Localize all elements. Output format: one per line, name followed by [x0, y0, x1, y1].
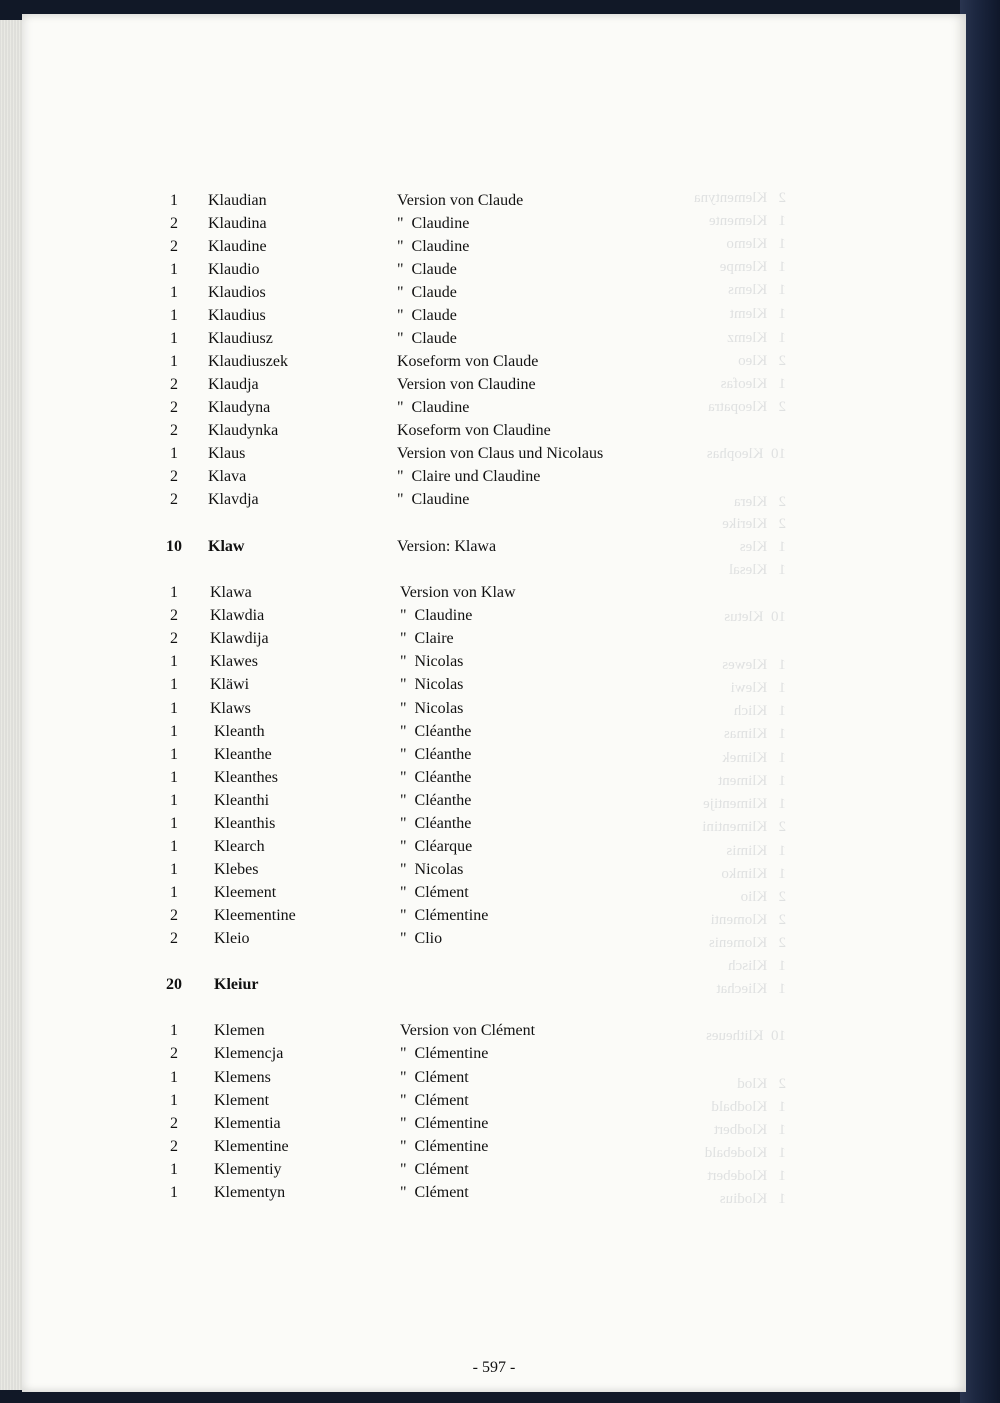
- entry-count: 1: [170, 792, 178, 809]
- entry-name: Klearch: [214, 838, 265, 855]
- entry-name: Klawdia: [210, 607, 265, 624]
- entry-count: 2: [170, 376, 178, 393]
- page-number: - 597 -: [472, 1359, 516, 1376]
- entry-description: " Clément: [400, 884, 469, 901]
- entry-name: Kleanthi: [214, 792, 270, 809]
- list-item: [22, 281, 966, 304]
- entry-count: 1: [170, 676, 178, 693]
- entry-description: " Claudine: [397, 238, 470, 255]
- entry-count: 2: [170, 399, 178, 416]
- entry-description: " Claude: [397, 330, 457, 347]
- entry-name: Kleanthes: [214, 769, 278, 786]
- entry-name: Kleiur: [214, 976, 259, 993]
- entry-description: " Claudine: [397, 491, 470, 508]
- book-cover-edge: [960, 0, 1000, 1403]
- entry-name: Klaudja: [208, 376, 259, 393]
- list-item: [22, 904, 966, 927]
- entry-name: Klaudiusz: [208, 330, 273, 347]
- entry-count: 1: [170, 700, 178, 717]
- entry-count: 1: [170, 769, 178, 786]
- book-page: [22, 14, 966, 1392]
- entry-description: " Cléanthe: [400, 746, 472, 763]
- page-stack-edge: [0, 20, 24, 1390]
- entry-name: Kleanthe: [214, 746, 272, 763]
- entry-name: Kleio: [214, 930, 250, 947]
- entry-count: 1: [170, 1092, 178, 1109]
- entry-description: " Clémentine: [400, 1138, 489, 1155]
- entry-description: " Clémentine: [400, 1115, 489, 1132]
- entry-name: Kleanth: [214, 723, 265, 740]
- entry-name: Klaudina: [208, 215, 267, 232]
- list-item: [22, 1158, 966, 1181]
- list-item: [22, 465, 966, 488]
- entry-description: " Claude: [397, 307, 457, 324]
- entry-count: 1: [170, 353, 178, 370]
- list-item: [22, 419, 966, 442]
- list-item: [22, 650, 966, 673]
- entry-description: " Claude: [397, 284, 457, 301]
- entry-description: " Claudine: [397, 399, 470, 416]
- entry-count: 2: [170, 630, 178, 647]
- entry-name: Klementine: [214, 1138, 289, 1155]
- list-item: [22, 327, 966, 350]
- list-item: [22, 604, 966, 627]
- entry-description: Koseform von Claude: [397, 353, 539, 370]
- list-item: [22, 258, 966, 281]
- list-item: [22, 697, 966, 720]
- entry-count: 1: [170, 445, 178, 462]
- entry-description: " Clément: [400, 1092, 469, 1109]
- entry-description: Version von Klaw: [400, 584, 516, 601]
- list-item: [22, 350, 966, 373]
- list-item: [22, 1181, 966, 1204]
- entry-name: Klaws: [210, 700, 251, 717]
- list-item: [22, 304, 966, 327]
- list-item: [22, 720, 966, 743]
- entry-name: Klementiy: [214, 1161, 282, 1178]
- entry-description: " Clément: [400, 1161, 469, 1178]
- entry-name: Klaus: [208, 445, 246, 462]
- entry-name: Kleanthis: [214, 815, 276, 832]
- entry-description: " Claude: [397, 261, 457, 278]
- list-item: [22, 581, 966, 604]
- entry-name: Klement: [214, 1092, 270, 1109]
- entry-count: 1: [170, 723, 178, 740]
- entry-description: " Nicolas: [400, 861, 464, 878]
- entry-description: Version von Claudine: [397, 376, 536, 393]
- entry-description: " Nicolas: [400, 676, 464, 693]
- entry-name: Klementia: [214, 1115, 281, 1132]
- entry-description: Version von Claude: [397, 192, 524, 209]
- entry-description: " Cléanthe: [400, 723, 472, 740]
- list-item: [22, 766, 966, 789]
- entry-name: Klava: [208, 468, 247, 485]
- entry-count: 2: [170, 1115, 178, 1132]
- entry-name: Klementyn: [214, 1184, 286, 1201]
- entry-count: 1: [170, 1184, 178, 1201]
- entry-name: Klaudios: [208, 284, 266, 301]
- entry-name: Klavdja: [208, 491, 259, 508]
- list-item: [22, 212, 966, 235]
- entry-name: Klaudynka: [208, 422, 279, 439]
- list-item: [22, 535, 966, 558]
- entry-count: 1: [170, 884, 178, 901]
- entry-name: Klebes: [214, 861, 259, 878]
- list-item: [22, 835, 966, 858]
- entry-count: 10: [166, 538, 182, 555]
- entry-description: Version von Claus und Nicolaus: [397, 445, 604, 462]
- entry-description: " Claudine: [400, 607, 473, 624]
- list-item: [22, 789, 966, 812]
- entry-description: " Cléanthe: [400, 792, 472, 809]
- entry-count: 1: [170, 838, 178, 855]
- list-item: [22, 627, 966, 650]
- entry-description: " Cléarque: [400, 838, 473, 855]
- entry-name: Kläwi: [210, 676, 250, 693]
- entry-count: 1: [170, 1161, 178, 1178]
- entry-count: 2: [170, 607, 178, 624]
- entry-count: 1: [170, 746, 178, 763]
- list-item: [22, 743, 966, 766]
- entry-description: " Nicolas: [400, 700, 464, 717]
- list-item: [22, 396, 966, 419]
- list-item: [22, 1042, 966, 1065]
- entry-description: Koseform von Claudine: [397, 422, 551, 439]
- entry-count: 1: [170, 584, 178, 601]
- entry-count: 2: [170, 468, 178, 485]
- entry-count: 1: [170, 192, 178, 209]
- list-item: [22, 673, 966, 696]
- entry-count: 2: [170, 930, 178, 947]
- entry-count: 1: [170, 653, 178, 670]
- entry-name: Klaudian: [208, 192, 267, 209]
- list-item: [22, 189, 966, 212]
- entry-name: Klawdija: [210, 630, 269, 647]
- list-item: [22, 1066, 966, 1089]
- entry-description: " Clémentine: [400, 1045, 489, 1062]
- list-item: [22, 1019, 966, 1042]
- entry-count: 2: [170, 491, 178, 508]
- entry-description: " Claudine: [397, 215, 470, 232]
- entry-name: Klemencja: [214, 1045, 284, 1062]
- entry-count: 1: [170, 330, 178, 347]
- entry-description: Version: Klawa: [397, 538, 497, 555]
- entry-name: Klawes: [210, 653, 258, 670]
- list-item: [22, 927, 966, 950]
- entry-name: Klaw: [208, 538, 245, 555]
- list-item: [22, 881, 966, 904]
- name-list: [22, 14, 966, 1392]
- entry-description: " Claire: [400, 630, 454, 647]
- list-item: [22, 973, 966, 996]
- entry-description: Version von Clément: [400, 1022, 536, 1039]
- list-item: [22, 812, 966, 835]
- entry-count: 2: [170, 238, 178, 255]
- entry-name: Klemens: [214, 1069, 271, 1086]
- bleed-through-text: 2 Klementyna 1 Klemente 1 Klemo 1 Klempe 1 Klems 1 Klemt 1 Klemz 2 Kleo 1 Kleofas 2 Kleopatra 10 Kleophas 2 Klera 2 Klerike 1 Kles 1 Klesal 10 Kletus 1 Klewes 1 Klewi 1 Klich 1 Klimas 1 Klimek 1 Kliment 1 Klimentije 2 Klimentini 1 Klimis 1 Klimko 2 Klio 2 Klomenti 2 Klomenis 1 Klisch 1 Kliechat 10 Klitheues 2 Klod 1 Klodbald 1 Klodbert 1 Klodebald 1 Klodebert 1 Klodius: [693, 190, 786, 1207]
- list-item: [22, 373, 966, 396]
- entry-count: 2: [170, 215, 178, 232]
- entry-name: Klawa: [210, 584, 252, 601]
- entry-name: Klaudio: [208, 261, 260, 278]
- entry-count: 20: [166, 976, 182, 993]
- entry-count: 1: [170, 261, 178, 278]
- list-item: [22, 1089, 966, 1112]
- entry-name: Klaudiuszek: [208, 353, 288, 370]
- entry-description: " Clément: [400, 1184, 469, 1201]
- entry-name: Klaudius: [208, 307, 266, 324]
- entry-count: 1: [170, 284, 178, 301]
- entry-name: Klemen: [214, 1022, 265, 1039]
- list-item: [22, 235, 966, 258]
- entry-count: 1: [170, 1069, 178, 1086]
- entry-count: 2: [170, 907, 178, 924]
- entry-count: 2: [170, 1138, 178, 1155]
- entry-name: Klaudine: [208, 238, 267, 255]
- list-item: [22, 858, 966, 881]
- list-item: [22, 488, 966, 511]
- list-item: [22, 1135, 966, 1158]
- entry-count: 2: [170, 1045, 178, 1062]
- entry-description: " Clio: [400, 930, 443, 947]
- entry-description: " Nicolas: [400, 653, 464, 670]
- entry-count: 1: [170, 1022, 178, 1039]
- entry-description: " Cléanthe: [400, 769, 472, 786]
- entry-name: Kleement: [214, 884, 277, 901]
- list-item: [22, 442, 966, 465]
- entry-count: 1: [170, 307, 178, 324]
- entry-description: " Cléanthe: [400, 815, 472, 832]
- list-item: [22, 1112, 966, 1135]
- entry-description: " Claire und Claudine: [397, 468, 541, 485]
- entry-count: 2: [170, 422, 178, 439]
- entry-count: 1: [170, 861, 178, 878]
- entry-name: Kleementine: [214, 907, 296, 924]
- entry-description: " Clémentine: [400, 907, 489, 924]
- entry-name: Klaudyna: [208, 399, 271, 416]
- entry-description: " Clément: [400, 1069, 469, 1086]
- entry-count: 1: [170, 815, 178, 832]
